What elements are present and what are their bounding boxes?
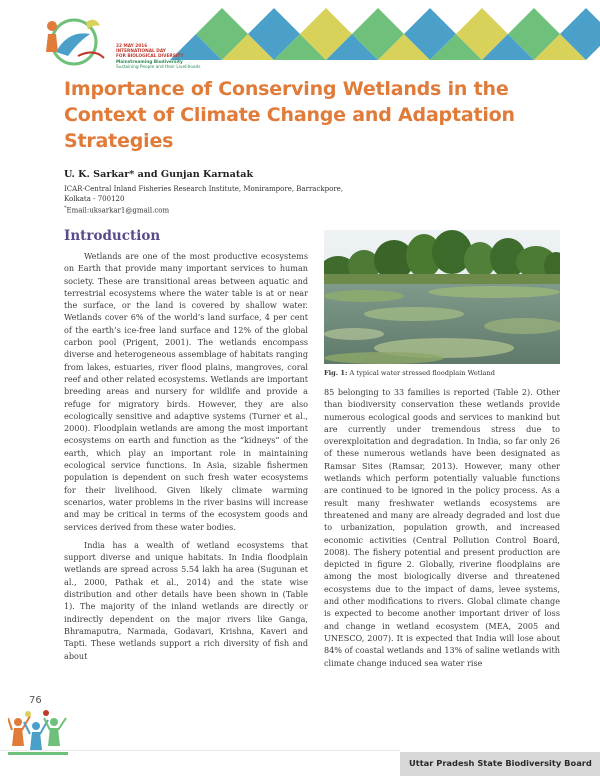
logo-line: 22 MAY 2016 xyxy=(116,44,148,49)
email-address: Email:uksarkar1@gmail.com xyxy=(66,206,170,215)
logo-line: Sustaining People and their Livelihoods xyxy=(116,64,201,70)
wetland-photo xyxy=(324,230,560,364)
page-number: 76 xyxy=(29,695,42,706)
article-title: Importance of Conserving Wetlands in the Context of Climate Change and Adaptation Strategies xyxy=(64,78,515,152)
decorative-chevron-band xyxy=(170,4,600,60)
paragraph: India has a wealth of wetland ecosystems that support diverse and unique habitats. In India floodplain wetlands are spread across 5.54 lakh ha area (Sugunan et al., 2000, Pathak et al., 2014) and the state wise distribution and other details have been shown in (Table 1). The majority of the inland wetlands are directly or indirectly dependent on the major rivers like Ganga, Bhramaputra, Narmada, Godavari, Krishna, Kaveri and Tapti. These wetlands support a rich diversity of fish and about xyxy=(64,539,308,661)
logo-line: Mainstreaming Biodiversity xyxy=(116,59,183,65)
people-figures-icon xyxy=(8,708,68,764)
section-heading-introduction: Introduction xyxy=(64,228,161,244)
left-column xyxy=(64,250,308,662)
biodiversity-day-logo-icon xyxy=(38,12,118,70)
figure-label: Fig. 1: xyxy=(324,369,348,377)
logo-line: INTERNATIONAL DAY xyxy=(116,49,166,55)
logo-line: FOR BIOLOGICAL DIVERSITY xyxy=(116,54,184,60)
email xyxy=(64,205,169,214)
email-mark: * xyxy=(64,205,67,211)
figure-caption xyxy=(324,369,495,377)
footer-organization: Uttar Pradesh State Biodiversity Board xyxy=(409,758,592,768)
paragraph: Wetlands are one of the most productive ecosystems on Earth that provide many important services to human society. These are transitional areas between aquatic and terrestrial ecosystems where the water table is at or near the surface, or the land is covered by shallow water. Wetlands cover 6% of the world’s land surface, 4 per cent of the earth’s ice-free land surface and 12% of the global carbon pool (Prigent, 2001). The wetlands encompass diverse and heterogeneous assemblage of habitats ranging from lakes, estuaries, river flood plains, mangroves, coral reef and other related ecosystems. Wetlands are important breeding areas and nursery for wildlife and provide a refuge for migratory birds. However, they are also ecologically sensitive and adaptive systems (Turner et al., 2000). Floodplain wetlands are among the most important ecosystems on earth and function as the “kidneys” of the earth, which play an important role in maintaining ecological service functions. In Asia, sizable fishermen population is dependent on such fresh water ecosystems for their livelihood. Given likely climate warming scenarios, water problems in the river basins will increase and may be critical in terms of the ecosystem goods and services derived from these water bodies. xyxy=(64,251,308,532)
chevron-pattern xyxy=(170,8,600,60)
logo-caption xyxy=(116,44,226,70)
figure-caption-text: A typical water stressed floodplain Wetland xyxy=(347,369,495,377)
affiliation: ICAR-Central Inland Fisheries Research Institute, Monirampore, Barrackpore, Kolkata - 700120 xyxy=(64,185,344,203)
authors: U. K. Sarkar* and Gunjan Karnatak xyxy=(64,169,254,180)
footer-divider xyxy=(0,750,400,751)
right-column xyxy=(324,386,560,669)
paragraph: 85 belonging to 33 families is reported (Table 2). Other than biodiversity conservation these wetlands provide numerous ecological goods and services to mankind but are currently under tremendous stress due to overexploitation and degradation. In India, so far only 26 of these numerous wetlands have been designated as Ramsar Sites (Ramsar, 2013). However, many other wetlands which perform potentially valuable functions are continued to be ignored in the policy process. As a result many freshwater wetlands ecosystems are threatened and many are already degraded and lost due to urbanization, population growth, and increased economic activities (Central Pollution Control Board, 2008). The fishery potential and present production are depicted in figure 2. Globally, riverine floodplains are among the most biologically diverse and threatened ecosystems due to the impact of dams, levee systems, and other modifications to rivers. Global climate change is expected to become another important driver of loss and change in wetland ecosystem (MEA, 2005 and UNESCO, 2007). It is expected that India will lose about 84% of coastal wetlands and 13% of saline wetlands with climate change induced sea water rise xyxy=(324,387,560,668)
